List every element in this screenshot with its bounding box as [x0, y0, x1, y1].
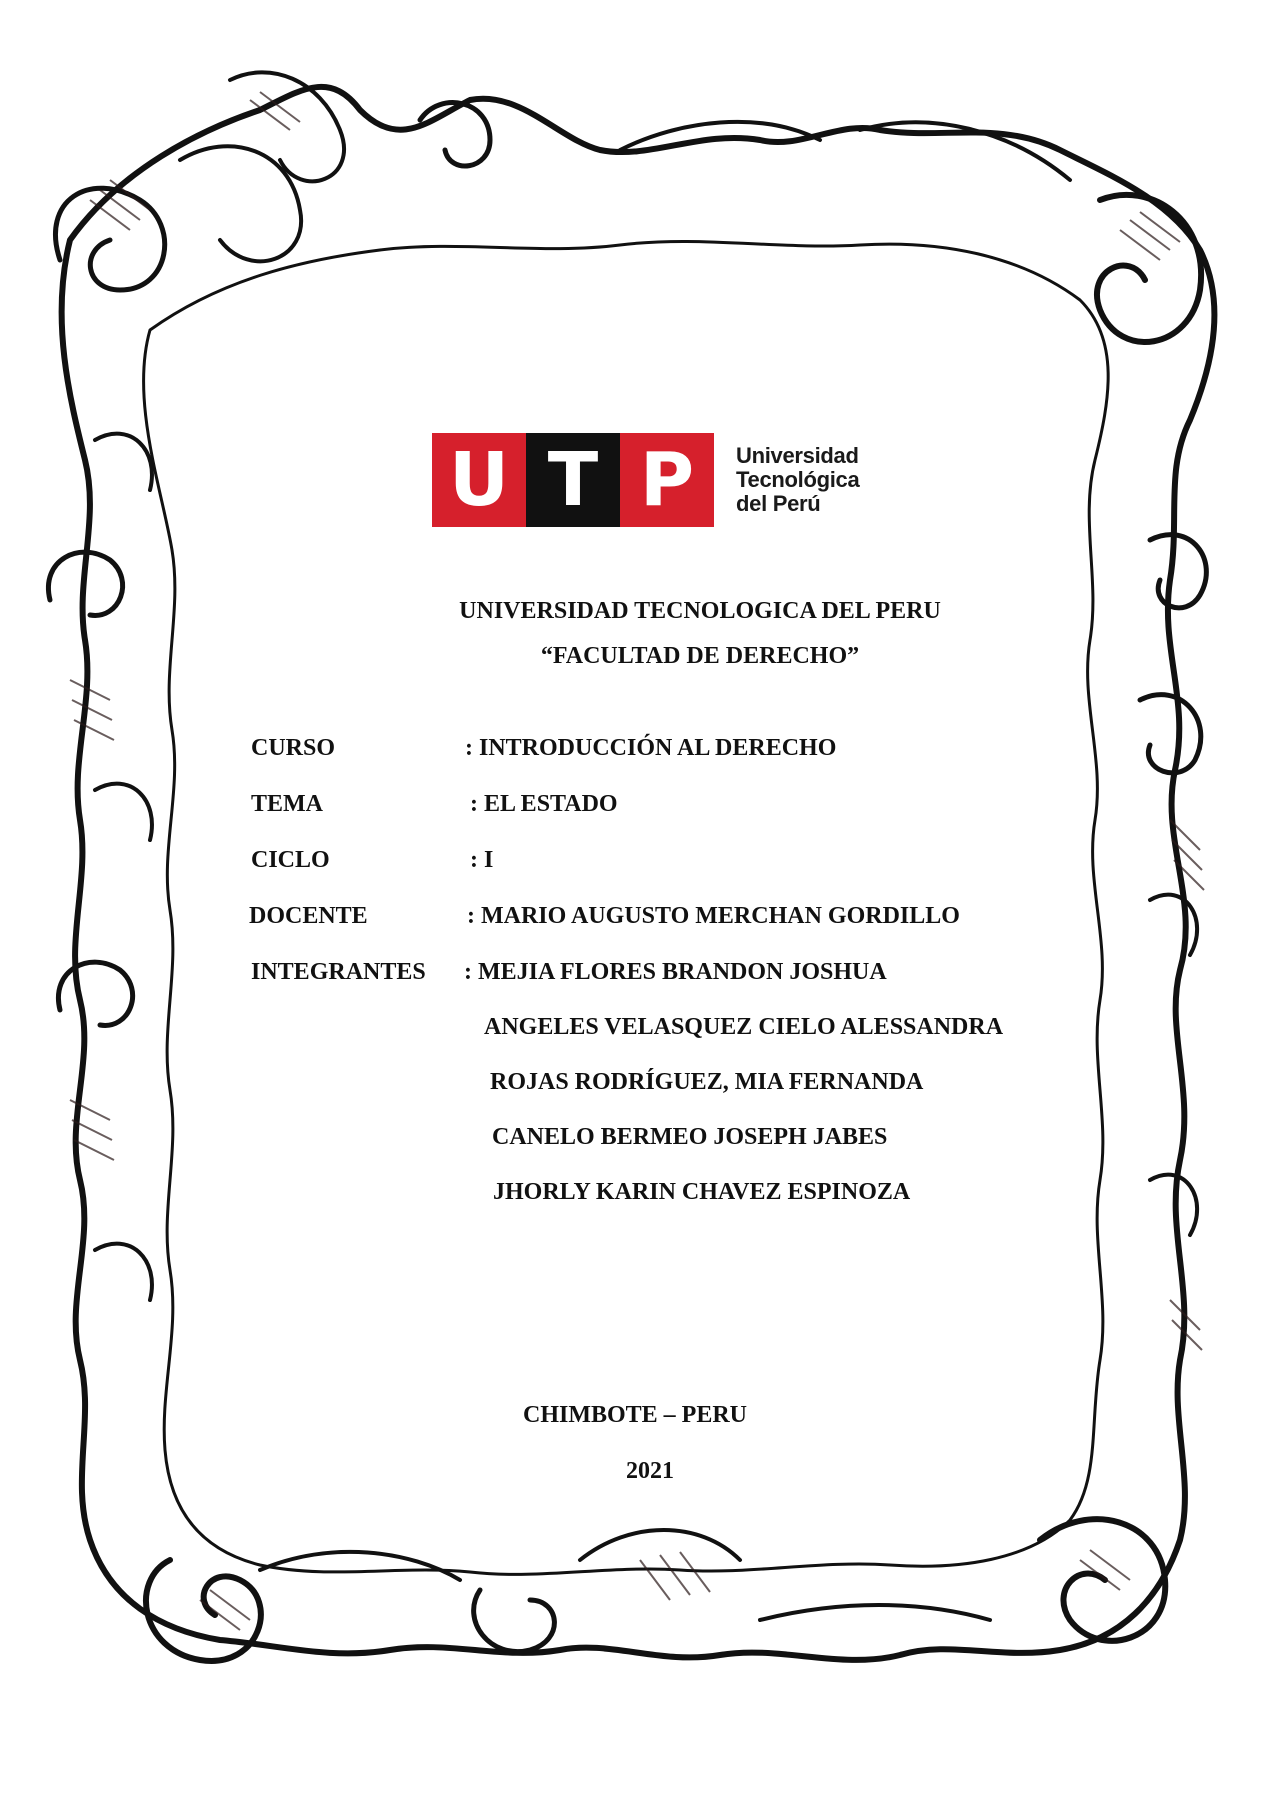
logo-line-3: del Perú	[736, 491, 821, 516]
faculty-title: “FACULTAD DE DERECHO”	[540, 643, 860, 669]
course-label: CURSO	[251, 735, 336, 761]
logo-line-2: Tecnológica	[736, 467, 860, 492]
footer-place: CHIMBOTE – PERU	[523, 1402, 748, 1428]
member-4: CANELO BERMEO JOSEPH JABES	[492, 1124, 888, 1150]
logo-letter-p: P	[620, 433, 714, 527]
topic-value: : EL ESTADO	[470, 791, 618, 817]
teacher-label: DOCENTE	[249, 903, 368, 929]
member-3: ROJAS RODRÍGUEZ, MIA FERNANDA	[490, 1069, 924, 1095]
members-label: INTEGRANTES	[251, 959, 426, 985]
member-5: JHORLY KARIN CHAVEZ ESPINOZA	[493, 1179, 911, 1205]
member-2: ANGELES VELASQUEZ CIELO ALESSANDRA	[484, 1014, 1004, 1040]
cycle-value: : I	[470, 847, 494, 873]
teacher-value: : MARIO AUGUSTO MERCHAN GORDILLO	[467, 903, 960, 929]
logo-line-1: Universidad	[736, 443, 859, 468]
member-1: : MEJIA FLORES BRANDON JOSHUA	[464, 959, 887, 985]
cycle-label: CICLO	[251, 847, 330, 873]
logo-letter-u: U	[432, 433, 526, 527]
logo-wordmark	[736, 444, 859, 516]
logo-letter-t: T	[526, 433, 620, 527]
university-title: UNIVERSIDAD TECNOLOGICA DEL PERU	[459, 598, 941, 624]
topic-label: TEMA	[251, 791, 323, 817]
utp-logo	[432, 433, 859, 527]
course-value: : INTRODUCCIÓN AL DERECHO	[465, 735, 837, 761]
footer-year: 2021	[626, 1458, 674, 1484]
